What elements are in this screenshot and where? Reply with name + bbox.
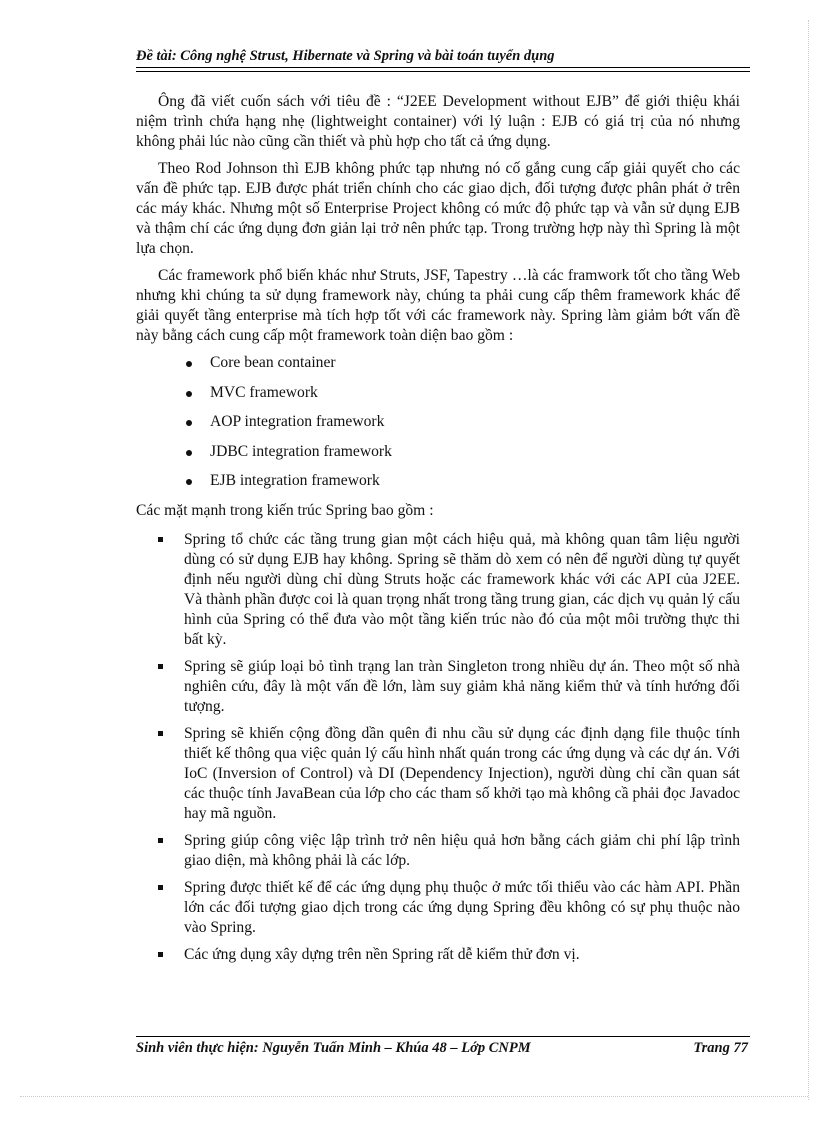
list-item: AOP integration framework [136, 412, 740, 442]
bullet-dot-icon [186, 420, 192, 426]
footer-divider [136, 1036, 750, 1037]
list-item: MVC framework [136, 383, 740, 413]
bullet-square-icon [158, 885, 163, 890]
list-item: Spring sẽ giúp loại bỏ tình trạng lan tràn Singleton trong nhiều dự án. Theo một số nhà nghiên cứu, đây là một vấn đề lớn, làm suy giảm khả năng kiểm thử và tính hướng đối tượng. [136, 657, 740, 717]
page-edge [808, 20, 809, 1100]
list-item: Các ứng dụng xây dựng trên nền Spring rất dễ kiểm thử đơn vị. [136, 945, 740, 965]
list-item: Core bean container [136, 353, 740, 383]
page-footer [136, 1040, 748, 1057]
bullet-square-icon [158, 537, 163, 542]
bullet-dot-icon [186, 479, 192, 485]
page-edge [20, 1096, 808, 1097]
page-header [136, 48, 750, 68]
page-number: Trang 77 [693, 1040, 748, 1056]
header-title: Đề tài: Công nghệ Strust, Hibernate và Spring và bài toán tuyển dụng [136, 48, 555, 64]
list-item: Spring sẽ khiến cộng đồng dần quên đi nhu cầu sử dụng các định dạng file thuộc tính thiết kế thông qua việc quản lý cấu hình nhất quán trong các ứng dụng và các dự án. Với IoC (Inversion of Control) và DI (Dependency Injection), người dùng chỉ cần quan sát các thuộc tính JavaBean của lớp cho các tham số khởi tạo mà không cầ phải đọc Javadoc hay mã nguồn. [136, 724, 740, 824]
framework-list [136, 353, 740, 501]
list-item: Spring tổ chức các tầng trung gian một cách hiệu quả, mà không quan tâm liệu người dùng có sử dụng EJB hay không. Spring sẽ thăm dò xem có nên để người dùng tự quyết định nếu người dùng chỉ dùng Struts hoặc các framework khác với các API của J2EE. Và thành phần được coi là quan trọng nhất trong tầng trung gian, các dịch vụ quản lý cấu hình của Spring có thể đưa vào một tầng kiến trúc nào đó của một môi trường thực thi bất kỳ. [136, 530, 740, 650]
header-divider [136, 71, 750, 72]
bullet-square-icon [158, 952, 163, 957]
list-item: Spring được thiết kế để các ứng dụng phụ thuộc ở mức tối thiểu vào các hàm API. Phần lớn các đối tượng giao dịch trong các ứng dụng Spring đều không có sự phụ thuộc nào vào Spring. [136, 878, 740, 938]
paragraph: Các framework phổ biến khác như Struts, JSF, Tapestry …là các framwork tốt cho tầng Web nhưng khi chúng ta sử dụng framework này, chúng ta phải cung cấp thêm framework khác để giải quyết tầng enterprise mà tích hợp tốt với các framework này. Spring làm giảm bớt vấn đề này bằng cách cung cấp một framework toàn diện bao gồm : [136, 267, 740, 344]
document-body [136, 92, 740, 972]
bullet-square-icon [158, 838, 163, 843]
bullet-square-icon [158, 731, 163, 736]
list-item: EJB integration framework [136, 471, 740, 501]
bullet-dot-icon [186, 391, 192, 397]
paragraph: Theo Rod Johnson thì EJB không phức tạp nhưng nó cố gắng cung cấp giải quyết cho các vấn đề phức tạp. EJB được phát triển chính cho các giao dịch, đối tượng được phân phát ở trên các máy khác. Nhưng một số Enterprise Project không có mức độ phức tạp và vẫn sử dụng EJB và thậm chí các ứng dụng đơn giản lại trở nên phức tạp. Trong trường hợp này thì Spring là một lựa chọn. [136, 160, 740, 257]
bullet-dot-icon [186, 361, 192, 367]
list-item: JDBC integration framework [136, 442, 740, 472]
footer-author: Sinh viên thực hiện: Nguyễn Tuấn Minh – Khúa 48 – Lớp CNPM [136, 1040, 531, 1056]
bullet-square-icon [158, 664, 163, 669]
paragraph: Ông đã viết cuốn sách với tiêu đề : “J2EE Development without EJB” để giới thiệu khái niệm trình chứa hạng nhẹ (lightweight container) với lý luận : EJB có giá trị của nó nhưng không phải lúc nào cũng cần thiết và phù hợp cho tất cả ứng dụng. [136, 93, 740, 150]
strengths-intro: Các mặt mạnh trong kiến trúc Spring bao gồm : [136, 501, 434, 519]
bullet-dot-icon [186, 450, 192, 456]
list-item: Spring giúp công việc lập trình trở nên hiệu quả hơn bằng cách giảm chi phí lập trình giao diện, mà không phải là các lớp. [136, 831, 740, 871]
strengths-list [136, 530, 740, 965]
